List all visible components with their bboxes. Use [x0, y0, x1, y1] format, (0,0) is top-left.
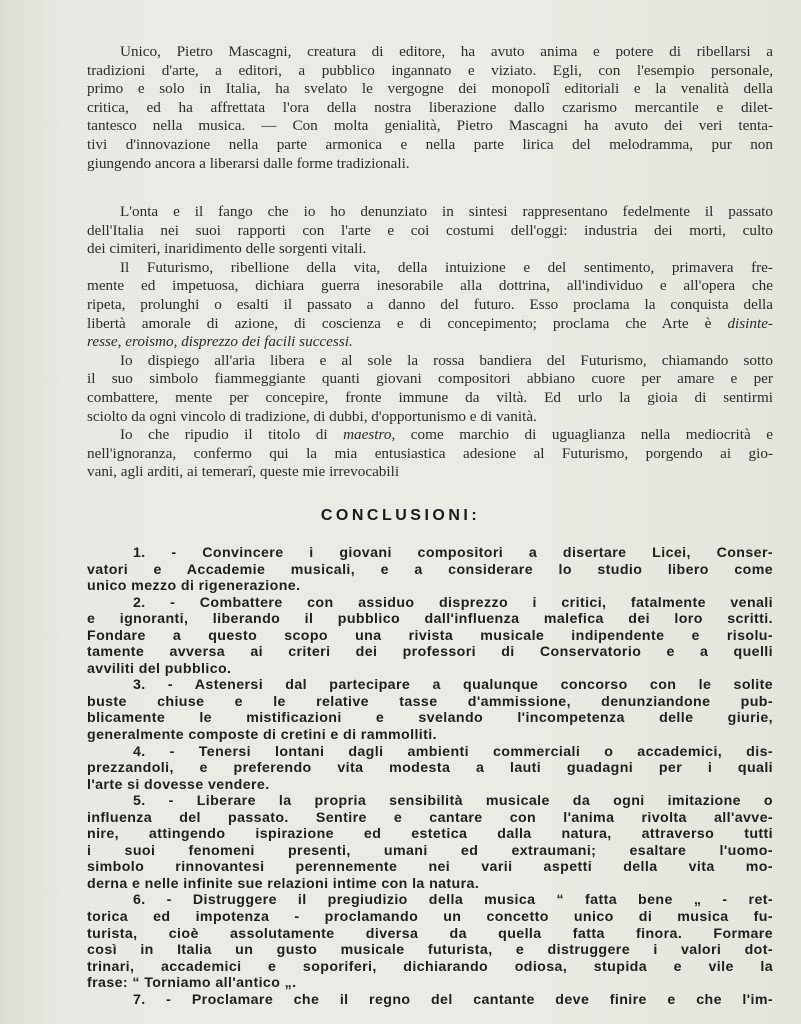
text-line: così in Italia un gusto musicale futurista, e distruggere i valori dot- — [87, 942, 773, 959]
conclusion-item — [87, 744, 773, 794]
text-line: buste chiuse e le relative tasse d'ammissione, denunziandone pub- — [87, 693, 773, 710]
text-line: mente ed impetuosa, dichiara guerra inesorabile alla dottrina, all'individuo e all'opera che — [87, 277, 773, 295]
text-line: 5. - Liberare la propria sensibilità musicale da ogni imitazione o — [133, 793, 773, 810]
text-line: Io che ripudio il titolo di maestro, come marchio di uguaglianza nella mediocrità e — [120, 426, 773, 444]
intro-paragraph-block — [87, 43, 773, 173]
paragraph — [87, 352, 773, 426]
text-line: combattere, mente per concepire, fronte immune da viltà. Ed urlo la gioia di sentirmi — [87, 388, 773, 406]
text-line: l'arte si dovesse vendere. — [87, 776, 270, 793]
text-line: generalmente composte di cretini e di rammolliti. — [87, 727, 437, 744]
text-line: Fondare a questo scopo una rivista musicale indipendente e risolu- — [87, 627, 773, 644]
text-line: tivi d'innovazione nella parte armonica e nella parte lirica del melodramma, pur non — [87, 135, 773, 153]
paragraph — [87, 203, 773, 259]
conclusion-item — [87, 892, 773, 991]
text-line: libertà amorale di azione, di coscienza e di concepimento; proclama che Arte è disinte- — [87, 314, 773, 332]
text-line: 7. - Proclamare che il regno del cantante deve finire e che l'im- — [133, 991, 773, 1008]
paragraph — [87, 43, 773, 173]
conclusion-item — [87, 677, 773, 743]
text-line: nell'ignoranza, confermo qui la mia entusiastica adesione al Futurismo, porgendo ai gio- — [87, 444, 773, 462]
text-line: vatori e Accademie musicali, e a considerare lo studio libero come — [87, 561, 773, 578]
text-line: e ignoranti, liberando il pubblico dall'influenza malefica dei loro scritti. — [87, 611, 773, 628]
text-line: critica, ed ha affrettata l'ora della nostra liberazione dallo czarismo mercantile e dilet- — [87, 98, 773, 116]
text-line: tamente avversa ai criteri dei professori di Conservatorio e a quelli — [87, 644, 773, 661]
text-line: torica ed impotenza - proclamando un concetto unico di musica fu- — [87, 909, 773, 926]
text-line: 3. - Astenersi dal partecipare a qualunque concorso con le solite — [133, 677, 773, 694]
text-line: Io dispiego all'aria libera e al sole la rossa bandiera del Futurismo, chiamando sotto — [120, 351, 773, 369]
text-line: frase: “ Torniamo all'antico „. — [87, 975, 297, 992]
text-line: Unico, Pietro Mascagni, creatura di editore, ha avuto anima e potere di ribellarsi a — [120, 43, 773, 60]
text-line: avviliti del pubblico. — [87, 660, 232, 677]
text-line: dei cimiteri, inaridimento delle sorgenti vitali. — [87, 240, 367, 258]
text-line: ripeta, prolunghi o esalti il passato a danno del futuro. Esso proclama la conquista della — [87, 295, 773, 313]
text-line: blicamente le mistificazioni e svelando l'incompetenza delle giurie, — [87, 710, 773, 727]
text-line: L'onta e il fango che io ho denunziato in sintesi rappresentano fedelmente il passato — [120, 203, 773, 220]
conclusion-item — [87, 992, 773, 1009]
text-line: primo e solo in Italia, ha svelato le vergogne dei monopolî editoriali e la venalità della — [87, 80, 773, 98]
text-line: dell'Italia nei suoi rapporti con l'arte e coi costumi dell'oggi: industria dei morti, culto — [87, 221, 773, 239]
text-line: sciolto da ogni vincolo di tradizione, di dubbi, d'opportunismo e di vanità. — [87, 407, 537, 425]
conclusion-item — [87, 545, 773, 595]
conclusion-item — [87, 595, 773, 678]
text-line: i suoi fenomeni presenti, umani ed extraumani; esaltare l'uomo- — [87, 842, 773, 859]
text-line: tantesco nella musica. — Con molta genialità, Pietro Mascagni ha avuto dei veri tenta- — [87, 117, 773, 135]
paragraph — [87, 259, 773, 352]
text-line: giungendo ancora a liberarsi dalle forme tradizionali. — [87, 154, 410, 172]
text-line: simbolo rinnovantesi perennemente nei varii aspetti della vita mo- — [87, 859, 773, 876]
manifesto-paragraph-block — [87, 203, 773, 482]
text-line: 6. - Distruggere il pregiudizio della musica “ fatta bene „ - ret- — [133, 892, 773, 909]
text-line: 2. - Combattere con assiduo disprezzo i critici, fatalmente venali — [133, 594, 773, 611]
text-line: tradizioni d'arte, a editori, a pubblico ingannato e viziato. Egli, con l'esempio personale, — [87, 61, 773, 79]
text-line: resse, eroismo, disprezzo dei facili successi. — [87, 333, 353, 351]
text-line: il suo simbolo fiammeggiante quanti giovani compositori abbiano cuore per amare e per — [87, 370, 773, 388]
text-line: 4. - Tenersi lontani dagli ambienti commerciali o accademici, dis- — [133, 743, 773, 760]
text-line: 1. - Convincere i giovani compositori a disertare Licei, Conser- — [133, 545, 773, 561]
text-line: vani, agli arditi, ai temerarî, queste mie irrevocabili — [87, 463, 400, 481]
text-line: trinari, accademici e soporiferi, dichiarando odiosa, stupida e vile la — [87, 958, 773, 975]
conclusions-heading: CONCLUSIONI: — [320, 507, 481, 524]
paragraph — [87, 426, 773, 482]
text-line: prezzandoli, e preferendo vita modesta a lauti guadagni per i quali — [87, 760, 773, 777]
conclusions-list — [87, 545, 773, 1008]
text-line: Il Futurismo, ribellione della vita, della intuizione e del sentimento, primavera fre- — [120, 258, 773, 276]
text-line: influenza del passato. Sentire e cantare con l'anima rivolta all'avve- — [87, 809, 773, 826]
conclusion-item — [87, 793, 773, 892]
text-line: turista, cioè assolutamente diversa da quella fatta finora. Formare — [87, 925, 773, 942]
text-line: derna e nelle infinite sue relazioni intime con la natura. — [87, 875, 480, 892]
text-line: nire, attingendo ispirazione ed estetica dalla natura, attraverso tutti — [87, 826, 773, 843]
text-line: unico mezzo di rigenerazione. — [87, 578, 301, 595]
